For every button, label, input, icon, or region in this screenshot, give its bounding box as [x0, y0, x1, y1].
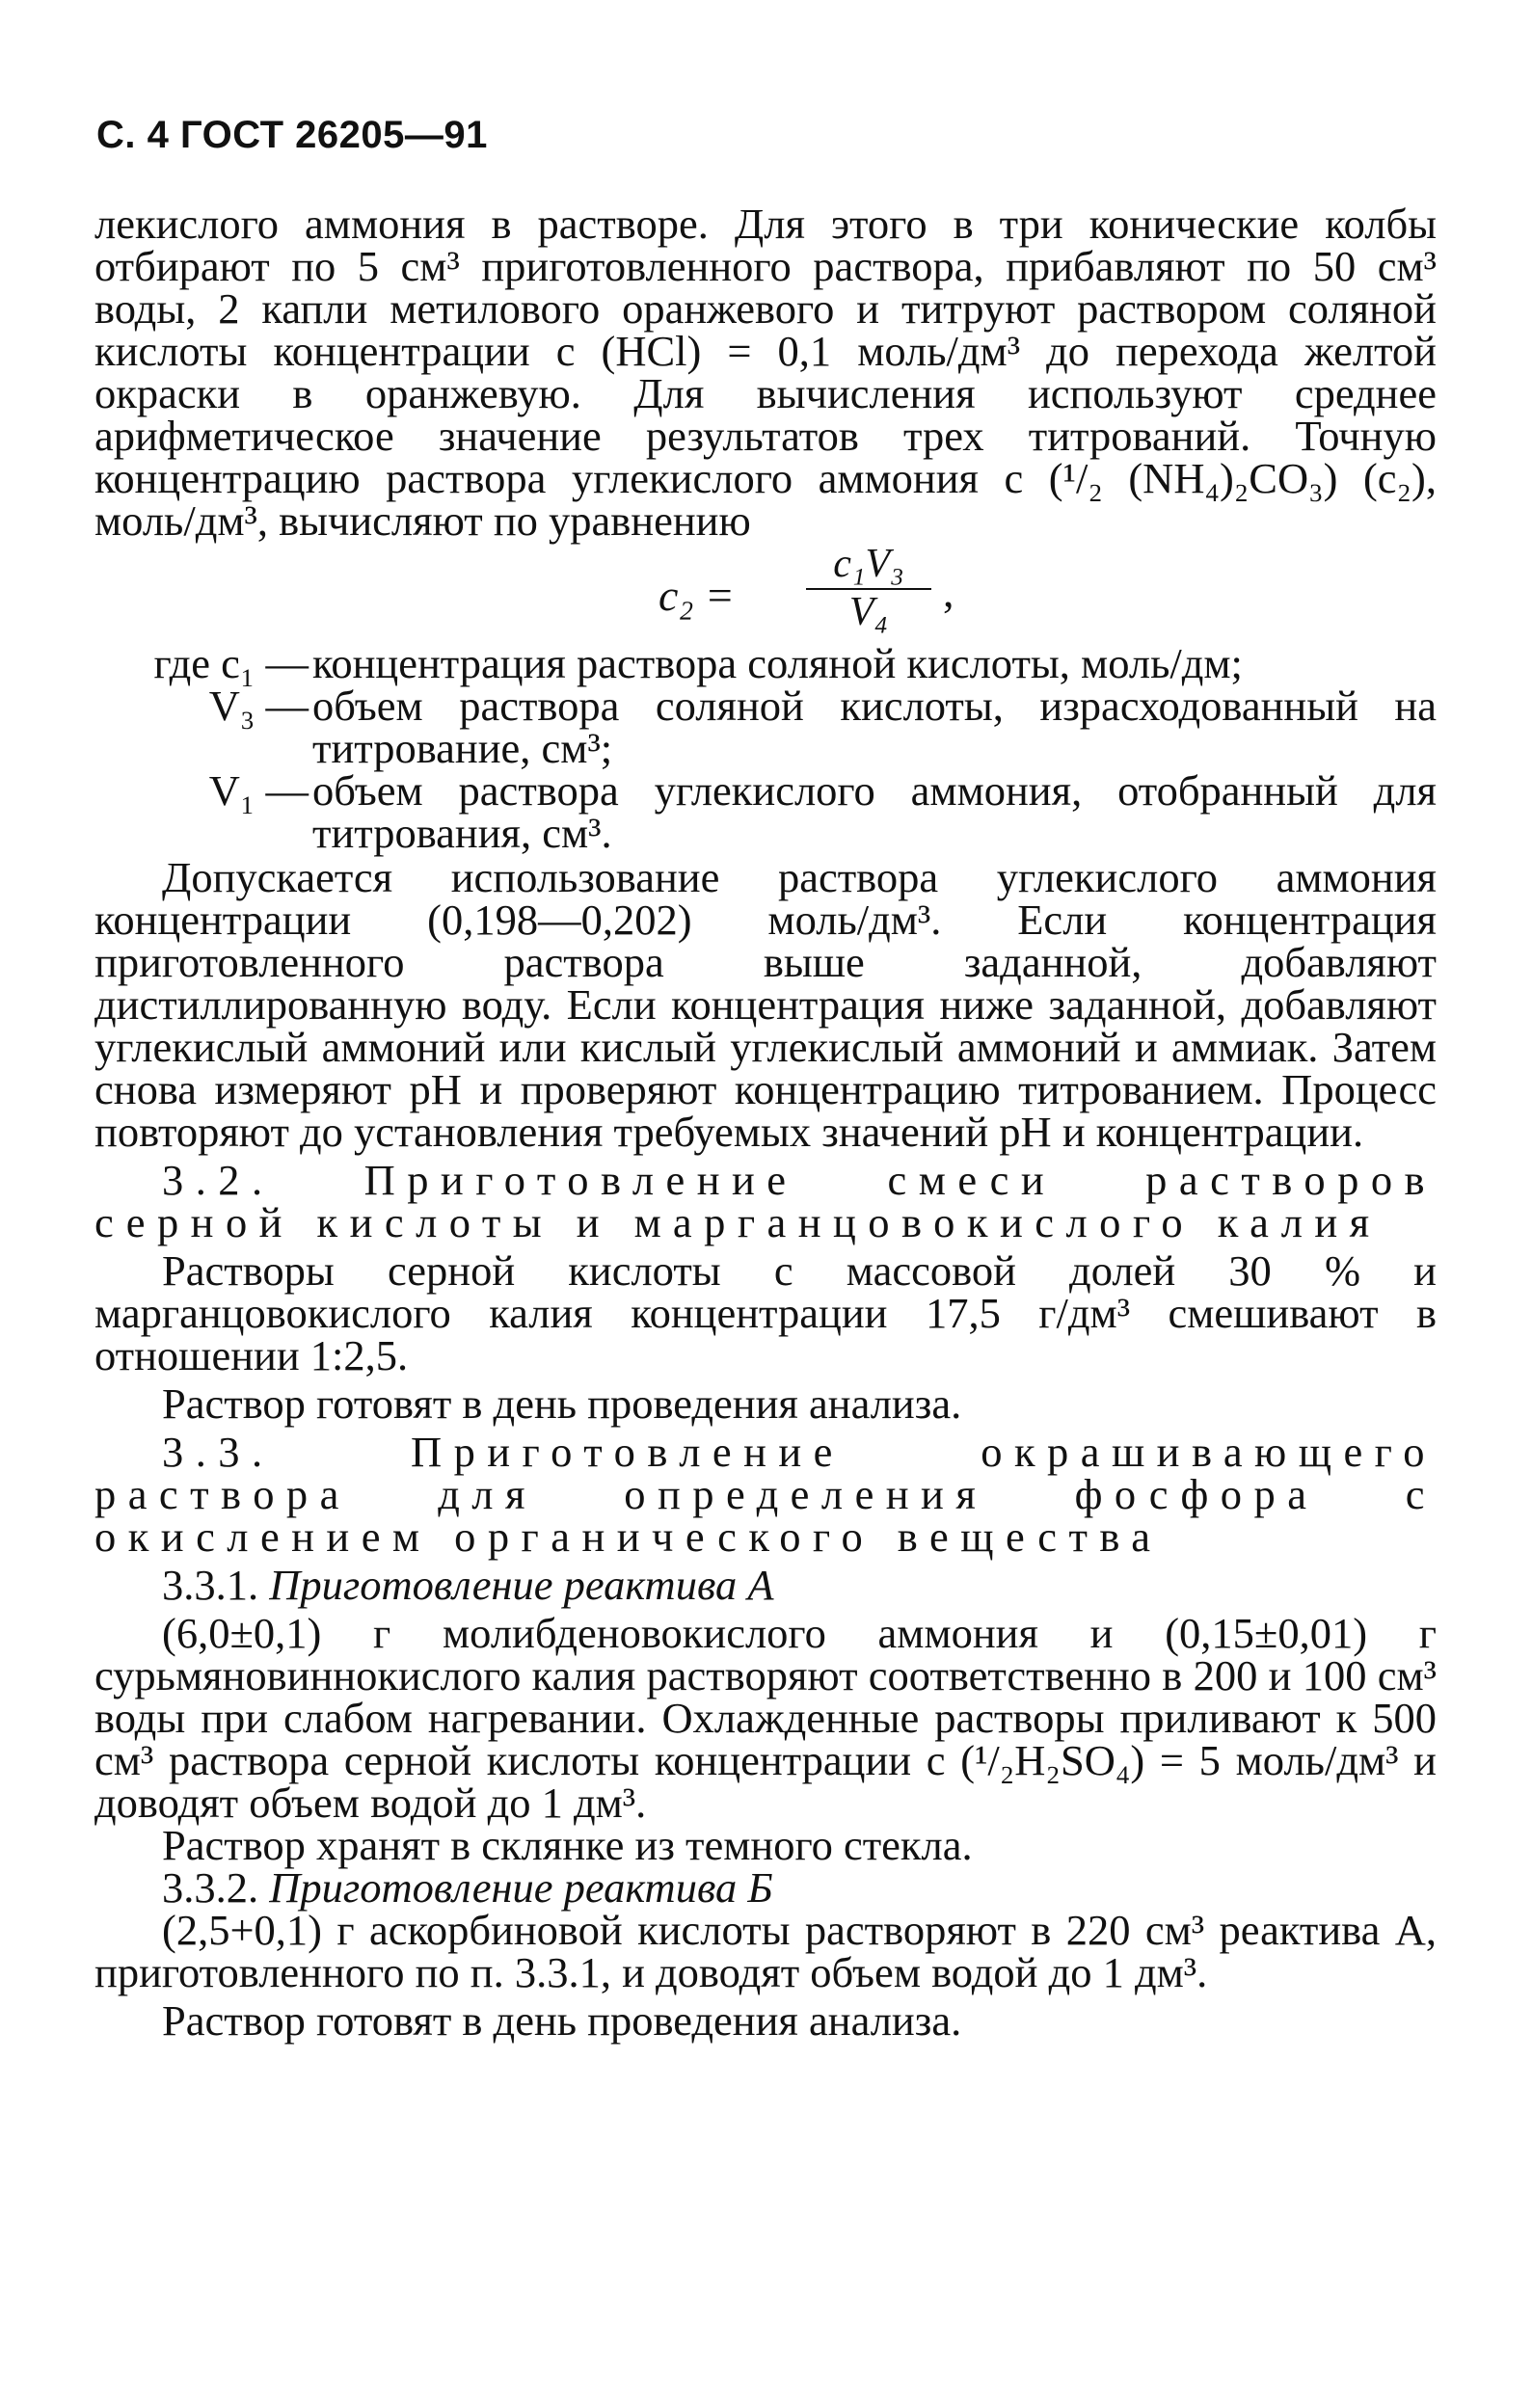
section-3-3-2-paragraph: (2,5+0,1) г аскорбиновой кислоты растворяют в 220 см³ реактива А, приготовленного по п. 3.3.1, и доводят объем водой до 1 дм³. — [94, 1906, 1437, 1996]
formula-denominator: V₄ — [848, 590, 889, 634]
definition-symbol: где c₁ — — [153, 639, 309, 687]
section-3-3-heading: 3.3. Приготовление окрашивающего раствора для определения фосфора с окислением органического вещества — [94, 1428, 1437, 1561]
paragraph-concentration: Допускается использование раствора углекислого аммония концентрации (0,198—0,202) моль/дм³. Если концентрация приготовленного раствора выше заданной, добавляют дистиллированную воду. Если концентрация ниже заданной, добавляют углекислый аммоний или кислый углекислый аммоний и аммиак. Затем снова измеряют pH и проверяют концентрацию титрованием. Процесс повторяют до установления требуемых значений pH и концентрации. — [94, 853, 1437, 1156]
section-number: 3.3.1. — [162, 1561, 259, 1609]
document-body — [94, 200, 1437, 2045]
definition-symbol: V₃ — — [208, 682, 309, 730]
paragraph-titration: лекислого аммония в растворе. Для этого в три конические колбы отбирают по 5 см³ приготовленного раствора, прибавляют по 50 см³ воды, 2 капли метилового оранжевого и титруют раствором соляной кислоты концентрации с (HCl) = 0,1 моль/дм³ до перехода желтой окраски в оранжевую. Для вычисления используют среднее арифметическое значение результатов трех титрований. Точную концентрацию раствора углекислого аммония с (¹/₂ (NH₄)₂CO₃) (с₂), моль/дм³, вычисляют по уравнению — [94, 200, 1437, 545]
formula-fraction — [796, 542, 941, 634]
section-3-3-1-note: Раствор хранят в склянке из темного стекла. — [162, 1821, 973, 1869]
section-3-3-2-note: Раствор готовят в день проведения анализа. — [162, 1996, 962, 2045]
definition-c1 — [94, 639, 1437, 687]
section-3-3-1-heading — [94, 1561, 1437, 1609]
definition-text: объем раствора соляной кислоты, израсходованный на титрование, см³; — [312, 682, 1437, 772]
section-3-3-2-heading — [94, 1863, 1437, 1912]
formula-c2 — [94, 542, 1437, 636]
formula-numerator: c₁V₃ — [833, 542, 904, 586]
section-3-2-paragraph: Растворы серной кислоты с массовой долей 30 % и марганцовокислого калия концентрации 17,5 г/дм³ смешивают в отношении 1:2,5. — [94, 1246, 1437, 1379]
definition-v1 — [94, 766, 1437, 857]
formula-lhs: c₂ = — [658, 571, 735, 620]
definition-v3 — [94, 682, 1437, 772]
page-header: С. 4 ГОСТ 26205—91 — [96, 114, 488, 156]
section-title: Приготовление реактива А — [269, 1561, 774, 1609]
section-number: 3.3.2. — [162, 1863, 259, 1912]
definition-symbol: V₁ — — [208, 766, 309, 815]
section-3-2-heading: 3.2. Приготовление смеси растворов серной кислоты и марганцовокислого калия — [94, 1156, 1437, 1246]
section-title: Приготовление реактива Б — [269, 1863, 773, 1912]
formula-suffix: , — [943, 567, 954, 616]
definition-text: объем раствора углекислого аммония, отобранный для титрования, см³. — [312, 766, 1437, 857]
definition-list — [94, 639, 1437, 857]
definition-text: концентрация раствора соляной кислоты, моль/дм; — [312, 639, 1243, 687]
section-3-2-note: Раствор готовят в день проведения анализа. — [162, 1379, 962, 1428]
section-3-3-1-paragraph: (6,0±0,1) г молибденовокислого аммония и (0,15±0,01) г сурьмяновиннокислого калия растворяют соответственно в 200 и 100 см³ воды при слабом нагревании. Охлажденные растворы приливают к 500 см³ раствора серной кислоты концентрации с (¹/₂H₂SO₄) = 5 моль/дм³ и доводят объем водой до 1 дм³. — [94, 1609, 1437, 1827]
